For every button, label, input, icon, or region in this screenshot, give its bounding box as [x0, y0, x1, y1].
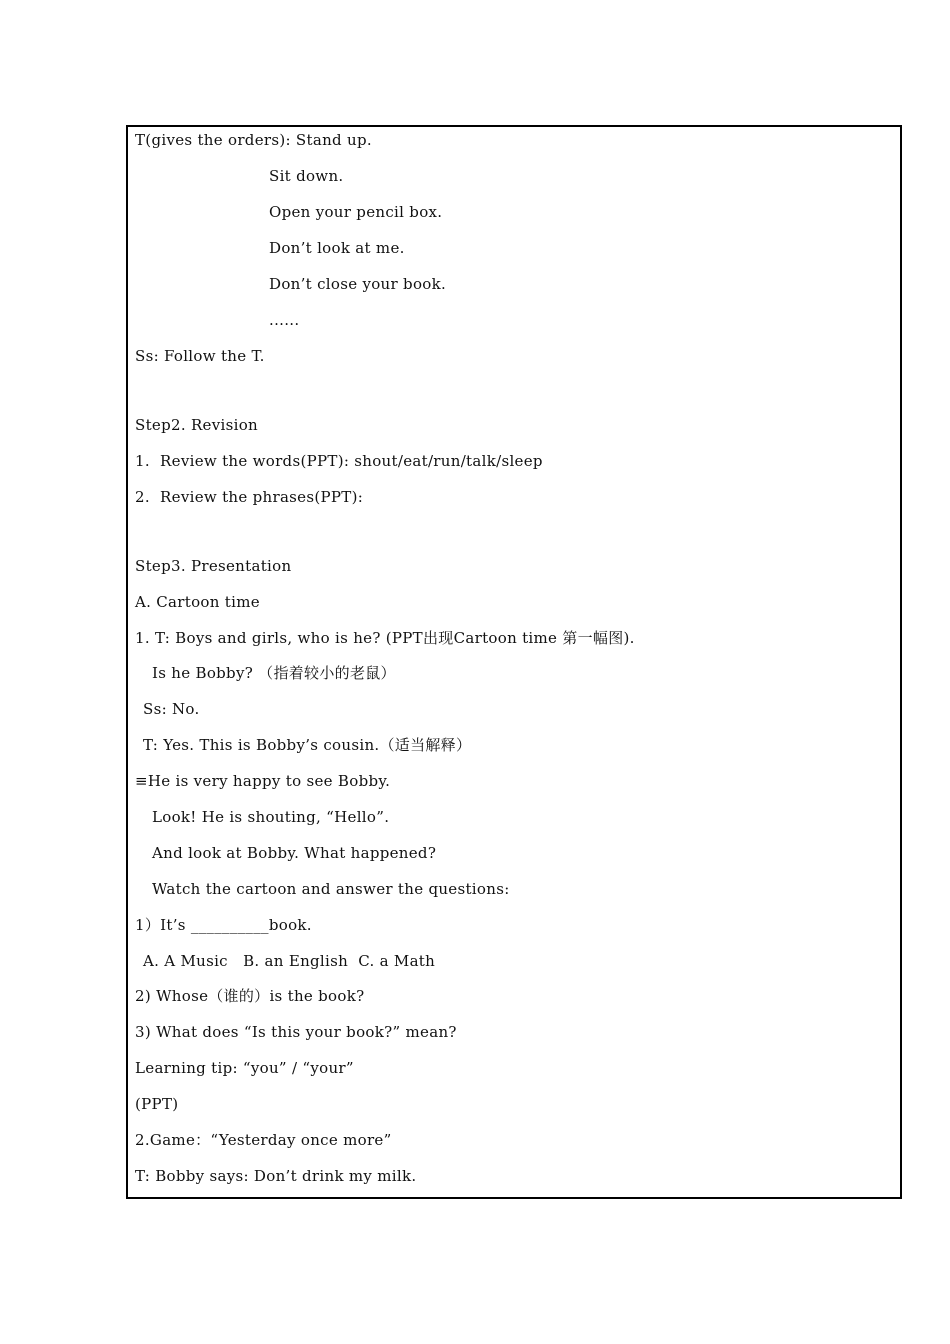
text-line: 2.Game：“Yesterday once more” — [135, 1131, 392, 1149]
text-line: Watch the cartoon and answer the questions: — [152, 880, 510, 898]
text-line: And look at Bobby. What happened? — [152, 844, 437, 862]
text-line: Don’t close your book. — [269, 275, 447, 293]
text-line: Open your pencil box. — [269, 203, 443, 221]
text-line: Don’t look at me. — [269, 239, 405, 257]
section-heading: Step2. Revision — [135, 416, 258, 434]
text-line: ...... — [269, 311, 300, 329]
question-line: 1）It’s __________book. — [135, 916, 312, 934]
section-heading: Step3. Presentation — [135, 557, 292, 575]
question-line: 3) What does “Is this your book?” mean? — [135, 1023, 457, 1041]
answer-options: A. A Music B. an English C. a Math — [143, 952, 436, 970]
text-line: Sit down. — [269, 167, 344, 185]
text-line: Ss: Follow the T. — [135, 347, 265, 365]
text-line: A. Cartoon time — [135, 593, 260, 611]
question-line: 2) Whose（谁的）is the book? — [135, 987, 365, 1005]
text-line: ≡He is very happy to see Bobby. — [135, 772, 391, 790]
text-line: 2. Review the phrases(PPT): — [135, 488, 364, 506]
text-line: (PPT) — [135, 1095, 179, 1113]
text-line: T: Bobby says: Don’t drink my milk. — [135, 1167, 417, 1185]
text-line: Look! He is shouting, “Hello”. — [152, 808, 390, 826]
text-line: 1. Review the words(PPT): shout/eat/run/talk/sleep — [135, 452, 543, 470]
text-line: Ss: No. — [143, 700, 200, 718]
text-line: Learning tip: “you” / “your” — [135, 1059, 354, 1077]
text-line: T(gives the orders): Stand up. — [135, 131, 372, 149]
text-line: Is he Bobby? （指着较小的老鼠） — [152, 664, 396, 682]
text-line: T: Yes. This is Bobby’s cousin.（适当解释） — [143, 736, 472, 754]
text-line: 1. T: Boys and girls, who is he? (PPT出现Cartoon time 第一幅图). — [135, 629, 635, 647]
